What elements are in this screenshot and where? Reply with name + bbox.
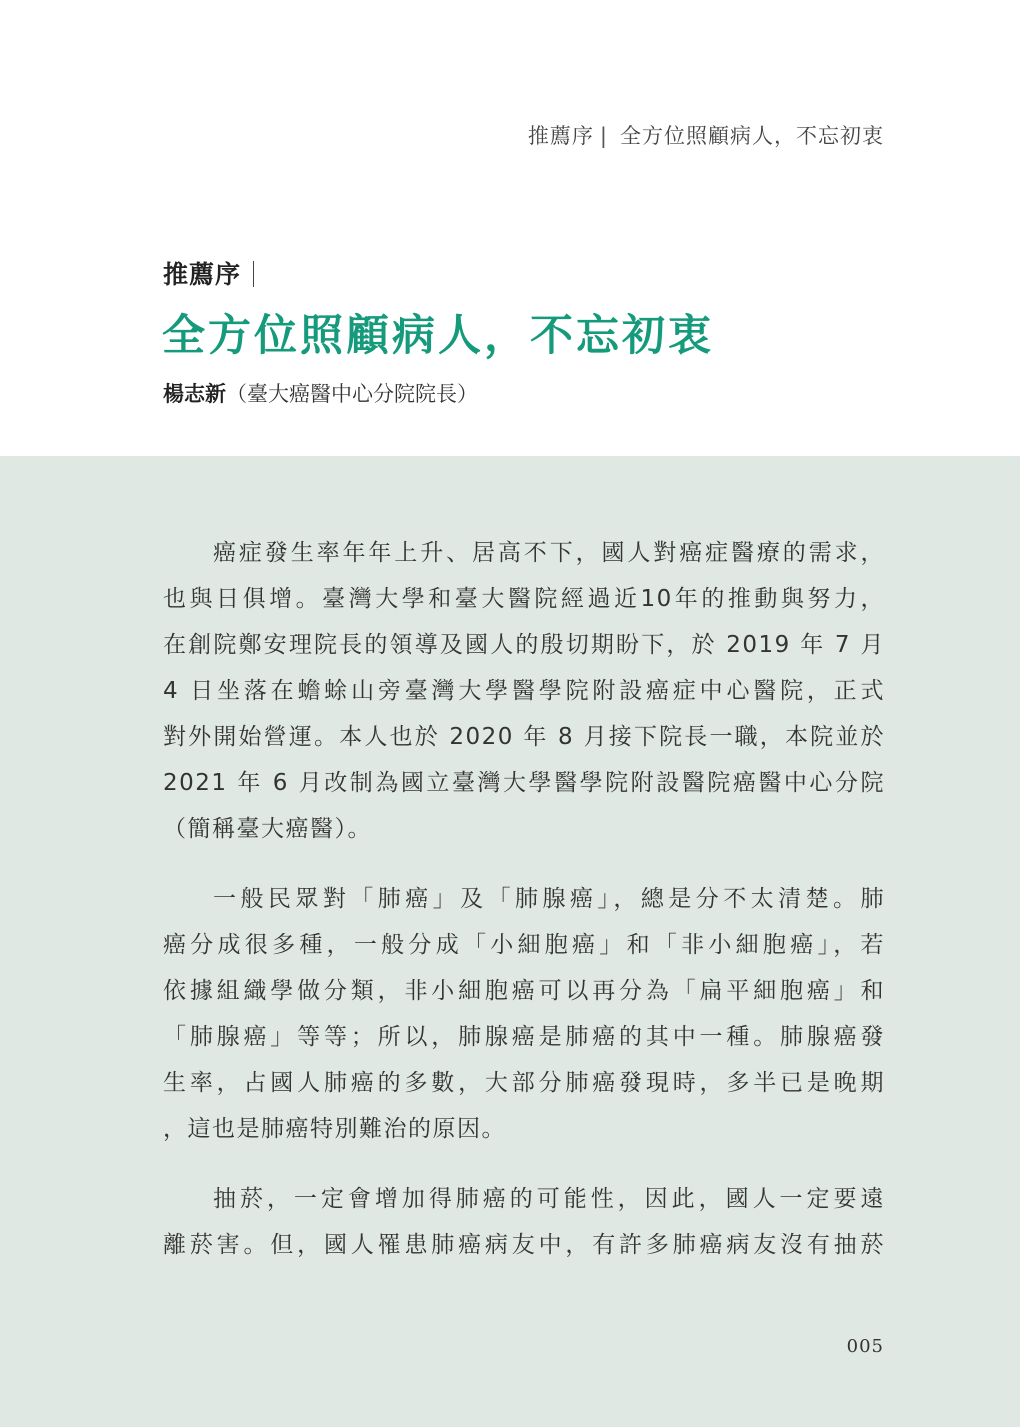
paragraph-line: 一般民眾對「肺癌」及「肺腺癌」，總是分不太清楚。肺 bbox=[213, 886, 885, 912]
page-title: 全方位照顧病人，不忘初衷 bbox=[162, 311, 714, 361]
author-name: 楊志新 bbox=[163, 382, 226, 406]
author-line bbox=[163, 378, 478, 408]
paragraph-line: 也與日俱增。臺灣大學和臺大醫院經過近10年的推動與努力， bbox=[163, 586, 885, 612]
paragraph-1 bbox=[163, 530, 885, 852]
paragraph-line: （簡稱臺大癌醫）。 bbox=[163, 816, 372, 842]
running-header-title: 全方位照顧病人，不忘初衷 bbox=[620, 124, 884, 148]
page-number: 005 bbox=[846, 1336, 884, 1357]
paragraph-line: 離菸害。但，國人罹患肺癌病友中，有許多肺癌病友沒有抽菸 bbox=[163, 1232, 885, 1258]
author-role: （臺大癌醫中心分院院長） bbox=[226, 382, 478, 406]
paragraph-line: 「肺腺癌」等等；所以，肺腺癌是肺癌的其中一種。肺腺癌發 bbox=[163, 1024, 885, 1050]
paragraph-2 bbox=[163, 876, 885, 1152]
paragraph-line: 4 日坐落在蟾蜍山旁臺灣大學醫學院附設癌症中心醫院，正式 bbox=[163, 678, 885, 704]
section-label-text: 推薦序 bbox=[163, 260, 242, 289]
running-header-section: 推薦序 bbox=[527, 124, 594, 148]
running-header-separator: | bbox=[599, 124, 608, 148]
paragraph-line: 生率，占國人肺癌的多數，大部分肺癌發現時，多半已是晚期 bbox=[163, 1070, 885, 1096]
paragraph-3 bbox=[163, 1176, 885, 1268]
paragraph-line: 癌分成很多種，一般分成「小細胞癌」和「非小細胞癌」，若 bbox=[163, 932, 885, 958]
paragraph-line: 依據組織學做分類，非小細胞癌可以再分為「扁平細胞癌」和 bbox=[163, 978, 885, 1004]
paragraph-line: 對外開始營運。本人也於 2020 年 8 月接下院長一職，本院並於 bbox=[163, 724, 885, 750]
paragraph-line: 抽菸，一定會增加得肺癌的可能性，因此，國人一定要遠 bbox=[213, 1186, 885, 1212]
section-label-bar bbox=[253, 261, 254, 287]
paragraph-line: 2021 年 6 月改制為國立臺灣大學醫學院附設醫院癌醫中心分院 bbox=[163, 770, 885, 796]
running-header bbox=[528, 120, 884, 150]
paragraph-line: 在創院鄭安理院長的領導及國人的殷切期盼下，於 2019 年 7 月 bbox=[163, 632, 885, 658]
body-text bbox=[163, 530, 885, 1292]
section-label bbox=[163, 255, 254, 291]
paragraph-line: 癌症發生率年年上升、居高不下，國人對癌症醫療的需求， bbox=[213, 540, 885, 566]
paragraph-line: ，這也是肺癌特別難治的原因。 bbox=[163, 1116, 506, 1142]
